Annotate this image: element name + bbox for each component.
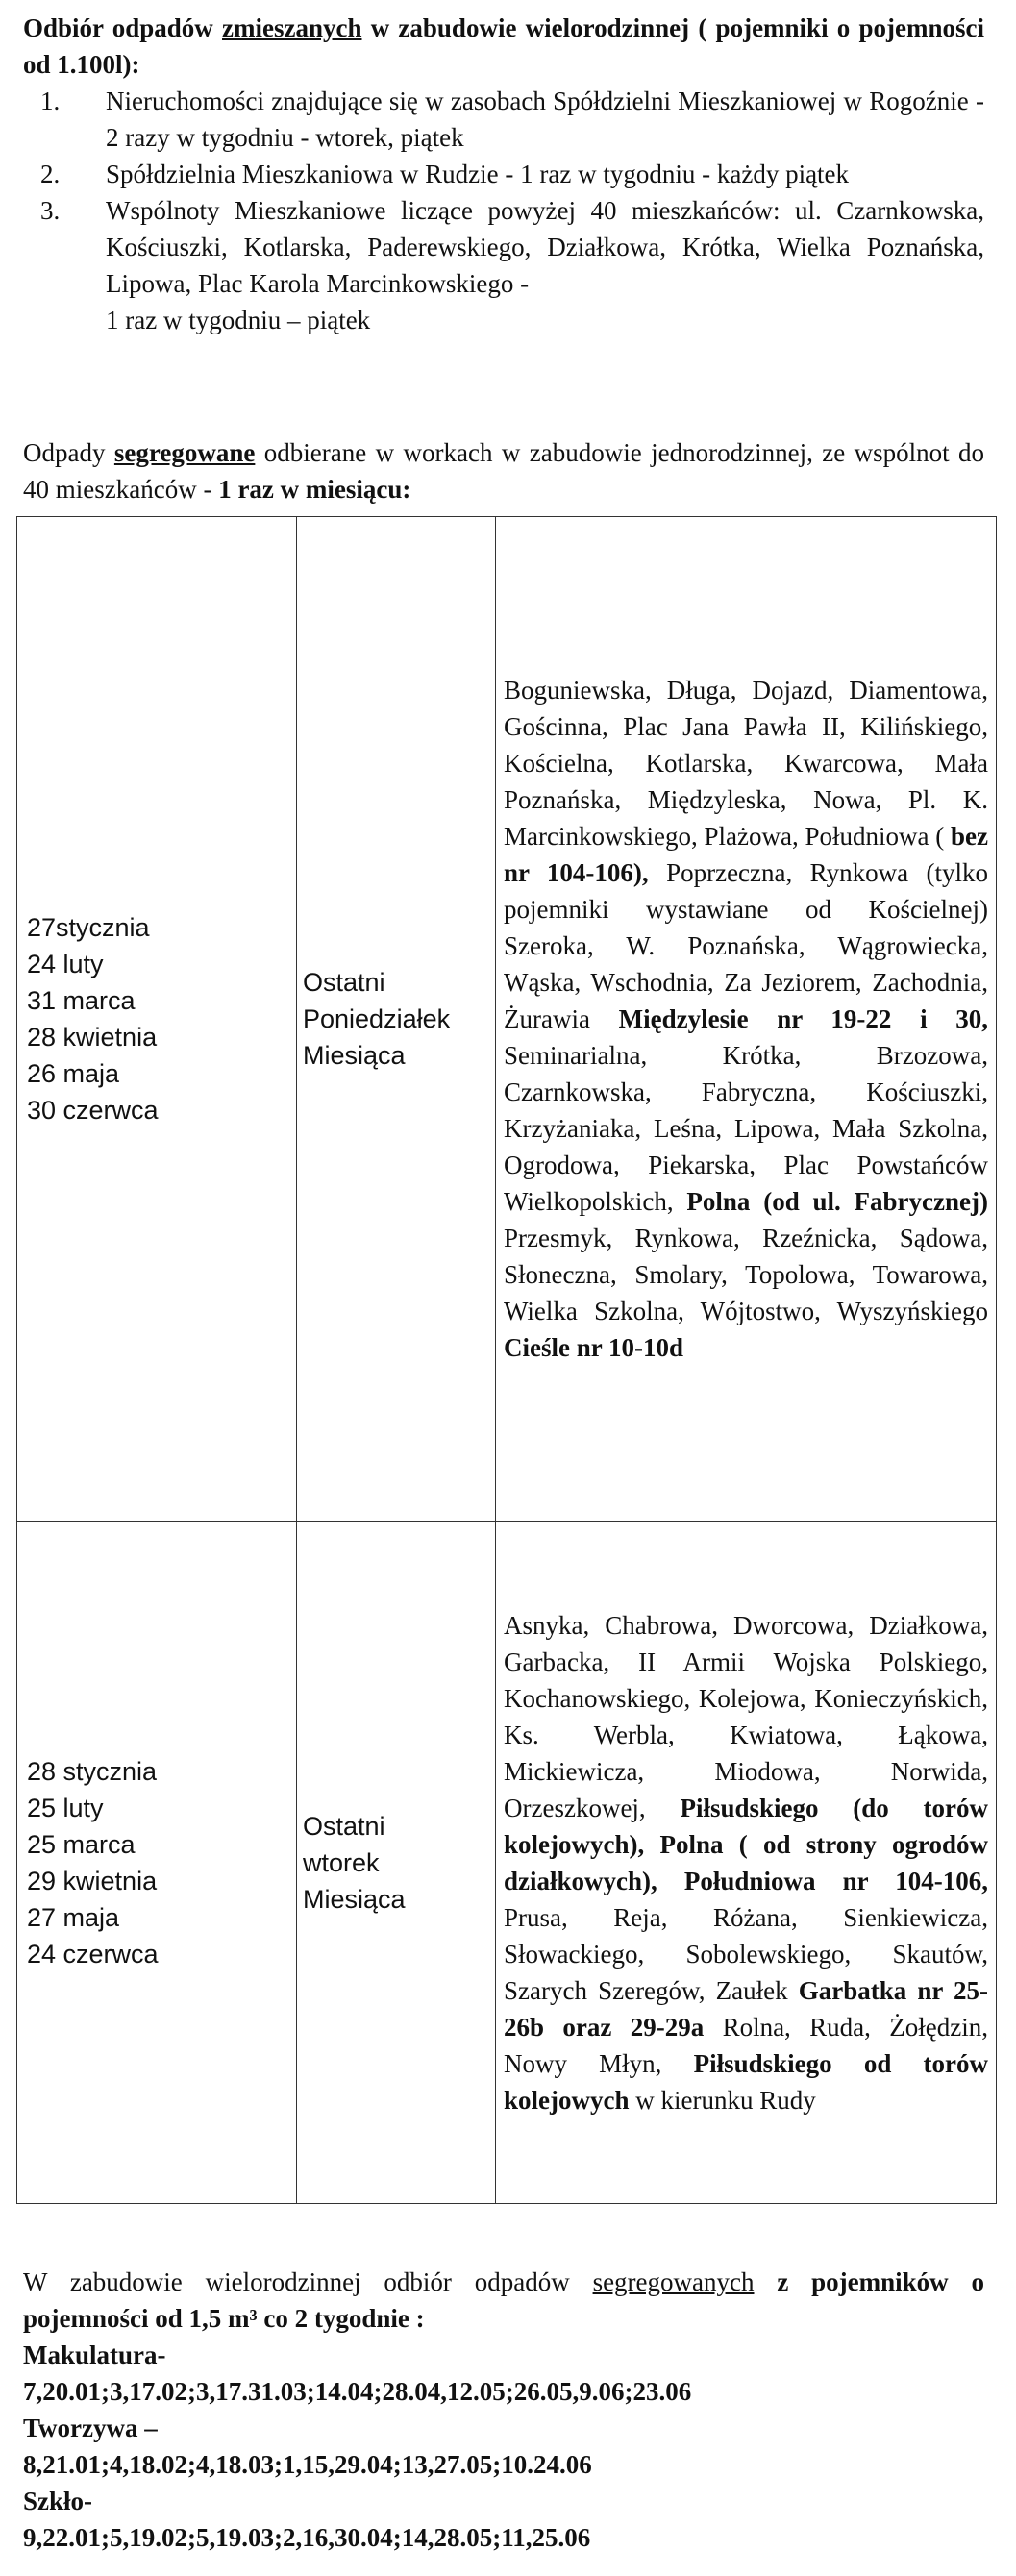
streets-cell: Asnyka, Chabrowa, Dworcowa, Działkowa, Garbacka, II Armii Wojska Polskiego, Kochanowskiego, Kolejowa, Konieczyńskich, Ks. Werbla, Kwiatowa, Łąkowa, Mickiewicza, Miodowa, Norwida, Orzeszkowej, Piłsudskiego (do torów kolejowych), Polna ( od strony ogrodów działkowych), Południowa nr 104-106, Prusa, Reja, Różana, Sienkiewicza, Słowackiego, Sobolewskiego, Skautów, Szarych Szeregów, Zaułek Garbatka nr 25-26b oraz 29-29a Rolna, Ruda, Żołędzin, Nowy Młyn, Piłsudskiego od torów kolejowych w kierunku Rudy [496,1522,997,2204]
table-row [17,1522,997,2204]
weekday-cell: Ostatni Poniedziałek Miesiąca [297,517,496,1522]
weekday-cell: Ostatni wtorek Miesiąca [297,1522,496,2204]
segregated-intro: Odpady segregowane odbierane w workach w zabudowie jednorodzinnej, ze wspólnot do 40 mieszkańców - 1 raz w miesiącu: [23,438,984,504]
streets-cell: Boguniewska, Długa, Dojazd, Diamentowa, Gościnna, Plac Jana Pawła II, Kilińskiego, Kościelna, Kotlarska, Kwarcowa, Mała Poznańska, Międzyleska, Nowa, Pl. K. Marcinkowskiego, Plażowa, Południowa ( bez nr 104-106), Poprzeczna, Rynkowa (tylko pojemniki wystawiane od Kościelnej) Szeroka, W. Poznańska, Wągrowiecka, Wąska, Wschodnia, Za Jeziorem, Zachodnia, Żurawia Międzylesie nr 19-22 i 30, Seminarialna, Krótka, Brzozowa, Czarnkowska, Fabryczna, Kościuszki, Krzyżaniaka, Leśna, Lipowa, Mała Szkolna, Ogrodowa, Piekarska, Plac Powstańców Wielkopolskich, Polna (od ul. Fabrycznej) Przesmyk, Rynkowa, Rzeźnicka, Sądowa, Słoneczna, Smolary, Topolowa, Towarowa, Wielka Szkolna, Wójtostwo, Wyszyńskiego Cieśle nr 10-10d [496,517,997,1522]
mixed-waste-heading: Odbiór odpadów zmieszanych w zabudowie wielorodzinnej ( pojemniki o pojemności od 1.100l): [23,13,984,79]
table-row [17,517,997,1522]
list-item: 3. Wspólnoty Mieszkaniowe liczące powyżej 40 mieszkańców: ul. Czarnkowska, Kościuszki, Kotlarska, Paderewskiego, Działkowa, Krótka, Wielka Poznańska, Lipowa, Plac Karola Marcinkowskiego - 1 raz w tygodniu – piątek [40,196,984,334]
paper-label: Makulatura- [23,2341,166,2369]
list-item: 1. Nieruchomości znajdujące się w zasobach Spółdzielni Mieszkaniowej w Rogoźnie - 2 razy w tygodniu - wtorek, piątek [40,87,984,152]
list-item: 2. Spółdzielnia Mieszkaniowa w Rudzie - 1 raz w tygodniu - każdy piątek [40,160,850,188]
mixed-waste-list [23,83,984,338]
dates-cell: 28 stycznia 25 luty 25 marca 29 kwietnia 27 maja 24 czerwca [17,1522,297,2204]
glass-dates: 9,22.01;5,19.02;5,19.03;2,16,30.04;14,28.05;11,25.06 [23,2523,591,2552]
mixed-waste-section [23,10,984,338]
plastics-label: Tworzywa – [23,2414,158,2442]
containers-intro: W zabudowie wielorodzinnej odbiór odpadów segregowanych z pojemników o pojemności od 1,5 m³ co 2 tygodnie : [23,2267,985,2333]
containers-section [23,2264,984,2556]
glass-label: Szkło- [23,2487,93,2515]
paper-dates: 7,20.01;3,17.02;3,17.31.03;14.04;28.04,12.05;26.05,9.06;23.06 [23,2377,692,2406]
dates-cell: 27stycznia 24 luty 31 marca 28 kwietnia 26 maja 30 czerwca [17,517,297,1522]
plastics-dates: 8,21.01;4,18.02;4,18.03;1,15,29.04;13,27.05;10.24.06 [23,2450,592,2479]
schedule-table [16,516,997,2204]
